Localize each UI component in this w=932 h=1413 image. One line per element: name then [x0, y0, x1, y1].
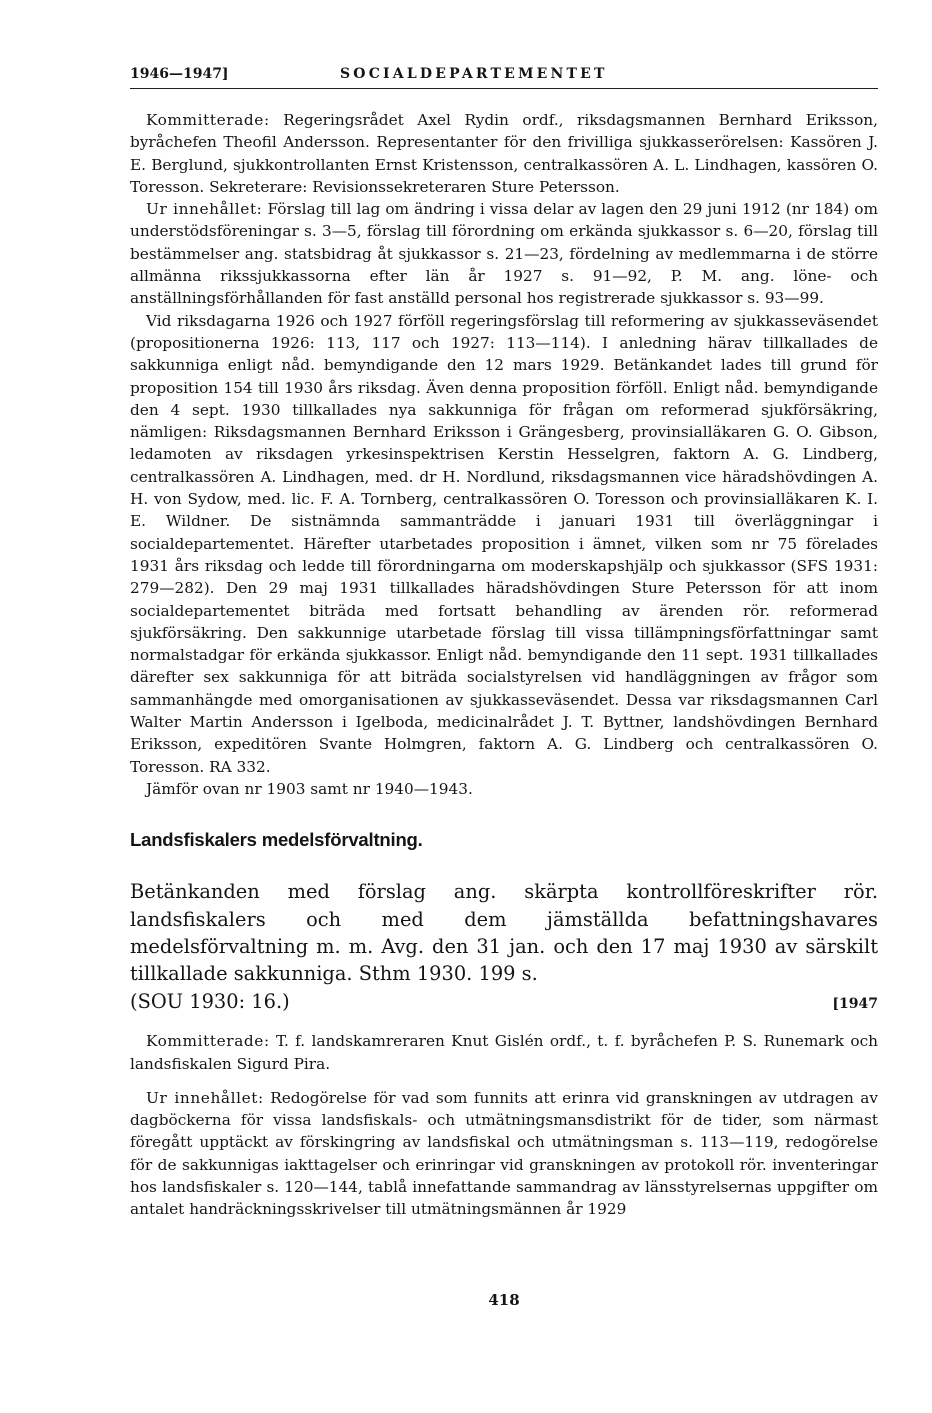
document-page [130, 66, 878, 1309]
report-reference-number: [1947 [832, 995, 878, 1012]
history-paragraph: Vid riksdagarna 1926 och 1927 förföll regeringsförslag till reformering av sjukkasseväsendet (propositionerna 1926: 113, 117 och 1927: 113—114). I anledning härav tillkallades de sakkunniga enligt nåd. bemyndigande den 12 mars 1929. Betänkandet lades till grund för proposition 154 till 1930 års riksdag. Även denna proposition förföll. Enligt nåd. bemyndigande den 4 sept. 1930 tillkallades nya sakkunniga för frågan om reformerad sjukförsäkring, nämligen: Riksdagsmannen Bernhard Eriksson i Grängesberg, provinsialläkaren G. O. Gibson, ledamoten av riksdagen yrkesinspektrisen Kerstin Hesselgren, faktorn A. G. Lindberg, centralkassören A. Lindhagen, med. dr H. Nordlund, riksdagsmannen vice häradshövdingen A. H. von Sydow, med. lic. F. A. Tornberg, centralkassören O. Toresson och provinsialläkaren K. I. E. Wildner. De sistnämnda sammanträdde i januari 1931 till överläggningar i socialdepartementet. Härefter utarbetades proposition i ämnet, vilken som nr 75 förelades 1931 års riksdag och ledde till förordningarna om moderskapshjälp och sjukkassor (SFS 1931: 279—282). Den 29 maj 1931 tillkallades häradshövdingen Sture Petersson för att inom socialdepartementet biträda med fortsatt behandling av ärenden rör. reformerad sjukförsäkring. Den sakkunnige utarbetade förslag till vissa tillämpningsförfattningar samt normalstadgar för erkända sjukkassor. Enligt nåd. bemyndigande den 11 sept. 1931 tillkallades därefter sex sakkunniga för att biträda socialstyrelsen vid handläggningen av frågor som sammanhängde med omorganisationen av sjukkasseväsendet. Dessa var riksdagsmannen Carl Walter Martin Andersson i Igelboda, medicinalrådet J. T. Byttner, landshövdingen Bernhard Eriksson, expeditören Svante Holmgren, faktorn A. G. Lindberg och centralkassören O. Toresson. RA 332. [130, 311, 878, 776]
page-number: 418 [488, 1291, 520, 1309]
sickness-insurance-entry [130, 109, 878, 800]
report-title-last-line [130, 988, 878, 1018]
section-title: Landsfiskalers medelsförvaltning. [130, 829, 423, 851]
running-header [130, 66, 878, 89]
report-committee-text: T. f. landskamreraren Knut Gislén ordf., t. f. byråchefen P. S. Runemark och landsfiskalen Sigurd Pira. [130, 1032, 878, 1073]
report-committee-paragraph [130, 1030, 878, 1075]
report-contents-text: Redogörelse för vad som funnits att erinra vid granskningen av utdragen av dagböckerna för vissa landsfiskals- och utmätningsmansdistrikt för de tider, som närmast föregått upptäckt av förskingring av landsfiskal och utmätningsman s. 113—119, redogörelse för de sakkunnigas iakttagelser och erinringar vid granskningen av protokoll rör. inventeringar hos landsfiskaler s. 120—144, tablå innefattande sammandrag av länsstyrelsernas uppgifter om antalet handräckningsskrivelser till utmätningsmännen år 1929 [130, 1088, 878, 1219]
contents-label: Ur innehållet: [146, 200, 263, 219]
contents-paragraph [130, 198, 878, 309]
contents-text: Förslag till lag om ändring i vissa delar av lagen den 29 juni 1912 (nr 184) om understödsföreningar s. 3—5, förslag till förordning om erkända sjukkassor s. 6—20, förslag till bestämmelser ang. statsbidrag åt sjukkassor s. 21—23, fördelning av medlemmarna i de större allmänna rikssjukkassorna efter län år 1927 s. 91—92, P. M. ang. löne- och anställningsförhållanden för fast anställd personal hos registrerade sjukkassor s. 93—99. [130, 200, 878, 308]
report-title: Betänkanden med förslag ang. skärpta kontrollföreskrifter rör. landsfiskalers och med dem jämställda befattningshavares medelsförvaltning m. m. Avg. den 31 jan. och den 17 maj 1930 av särskilt tillkallade sakkunniga. Sthm 1930. 199 s. [130, 880, 878, 986]
report-details [130, 1030, 878, 1220]
report-series: (SOU 1930: 16.) [130, 989, 290, 1013]
compare-paragraph: Jämför ovan nr 1903 samt nr 1940—1943. [146, 779, 473, 798]
committee-text: Regeringsrådet Axel Rydin ordf., riksdagsmannen Bernhard Eriksson, byråchefen Theofil Andersson. Representanter för den frivilliga sjukkasserörelsen: Kassören J. E. Berglund, sjukkontrollanten Ernst Kristensson, centralkassören A. L. Lindhagen, kassören O. Toresson. Sekreterare: Revisionssekreteraren Sture Petersson. [130, 111, 878, 196]
header-department: SOCIALDEPARTEMENTET [340, 66, 608, 82]
report-contents-paragraph [130, 1087, 878, 1221]
committee-paragraph [130, 109, 878, 198]
report-committee-label: Kommitterade: [146, 1032, 270, 1051]
committee-label: Kommitterade: [146, 111, 270, 129]
report-contents-label: Ur innehållet: [146, 1088, 264, 1107]
report-entry [130, 878, 878, 1018]
header-years: 1946—1947] [130, 66, 229, 82]
